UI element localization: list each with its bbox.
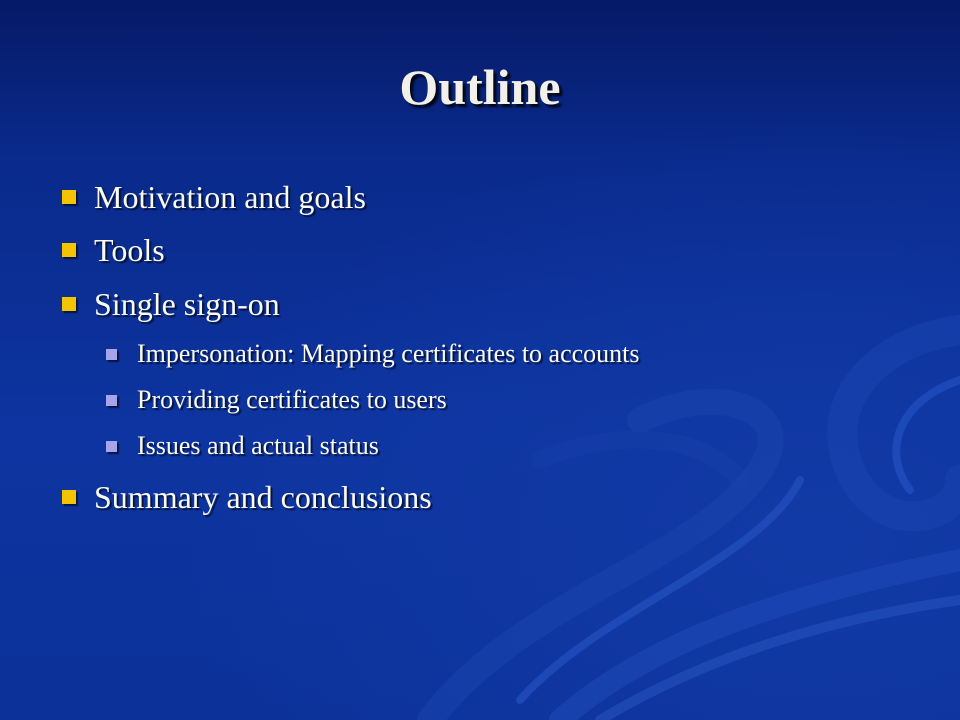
outline-item-label: Tools	[94, 231, 165, 268]
outline-subitem-label: Issues and actual status	[137, 431, 379, 460]
lavender-square-bullet-icon	[106, 441, 117, 452]
outline-subitem-issues-status	[106, 429, 379, 463]
outline-subitem-label: Providing certificates to users	[137, 385, 447, 414]
lavender-square-bullet-icon	[106, 349, 117, 360]
yellow-square-bullet-icon	[62, 243, 76, 257]
yellow-square-bullet-icon	[62, 297, 76, 311]
outline-item-summary	[62, 477, 432, 517]
yellow-square-bullet-icon	[62, 490, 76, 504]
outline-subitem-impersonation	[106, 337, 640, 371]
outline-item-tools	[62, 230, 165, 270]
outline-subitem-providing-certificates	[106, 383, 447, 417]
outline-subitem-label: Impersonation: Mapping certificates to accounts	[137, 339, 640, 368]
outline-item-single-sign-on	[62, 284, 280, 324]
outline-item-label: Summary and conclusions	[94, 478, 432, 515]
yellow-square-bullet-icon	[62, 190, 76, 204]
outline-item-motivation	[62, 177, 366, 217]
lavender-square-bullet-icon	[106, 395, 117, 406]
outline-item-label: Single sign-on	[94, 285, 280, 322]
slide-title: Outline	[399, 59, 561, 115]
outline-item-label: Motivation and goals	[94, 178, 366, 215]
